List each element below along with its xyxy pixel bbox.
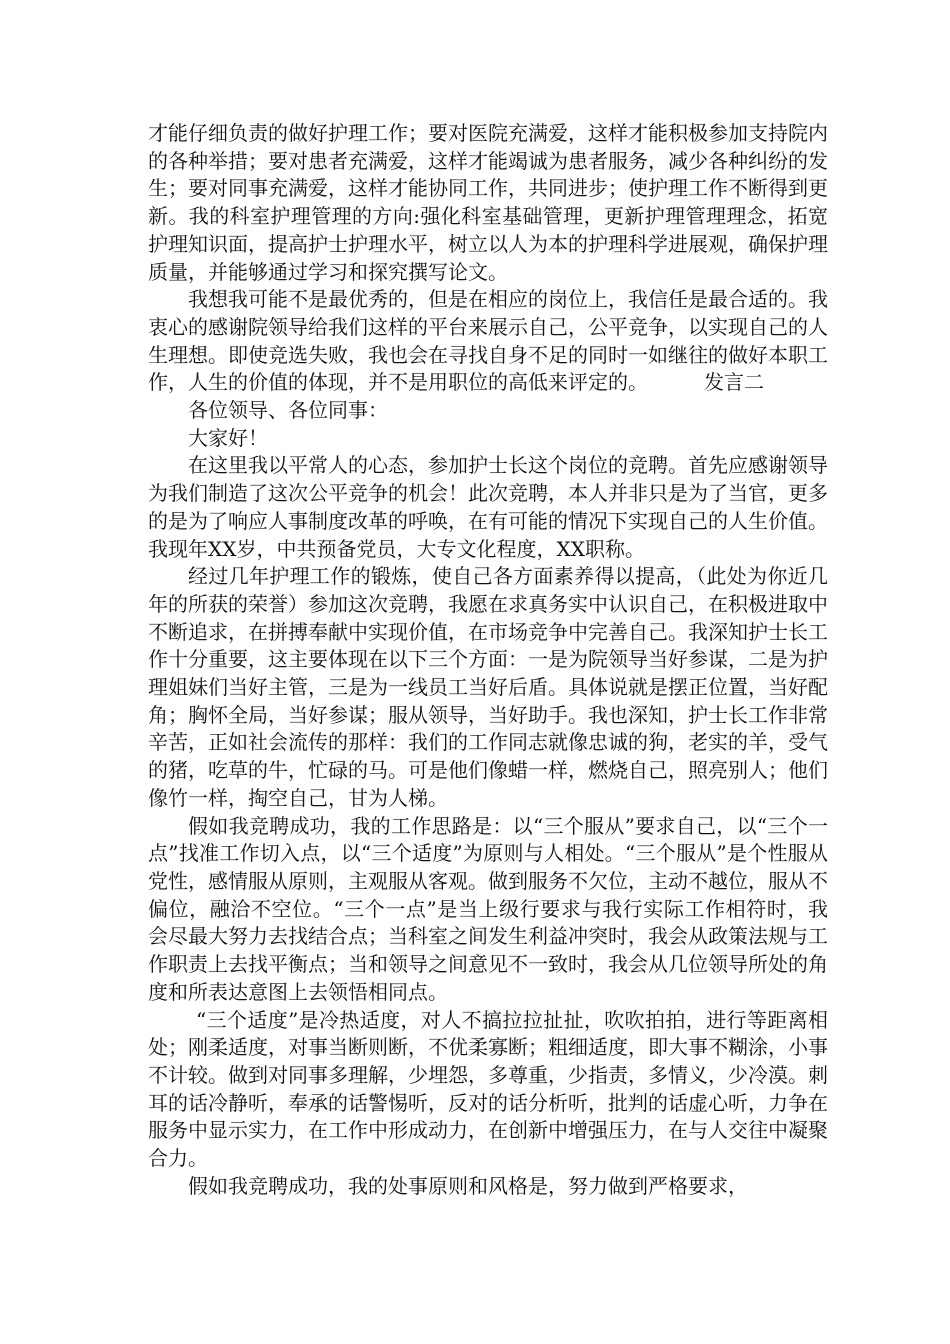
paragraph-5: 在这里我以平常人的心态，参加护士长这个岗位的竞聘。首先应感谢领导为我们制造了这次公平竞争的机会！此次竞聘，本人并非只是为了当官，更多的是为了响应人事制度改革的呼唤，在有可能的情况下实现自己的人生价值。我现年XX岁，中共预备党员，大专文化程度，XX职称。: [148, 453, 828, 561]
paragraph-6: 经过几年护理工作的锻炼，使自己各方面素养得以提高，（此处为你近几年的所获的荣誉）参加这次竞聘，我愿在求真务实中认识自己，在积极进取中不断追求，在拼搏奉献中实现价值，在市场竞争中完善自己。我深知护士长工作十分重要，这主要体现在以下三个方面：一是为院领导当好参谋，二是为护理姐妹们当好主管，三是为一线员工当好后盾。具体说就是摆正位置，当好配角；胸怀全局，当好参谋；服从领导，当好助手。我也深知，护士长工作非常辛苦，正如社会流传的那样：我们的工作同志就像忠诚的狗，老实的羊，受气的猪，吃草的牛，忙碌的马。可是他们像蜡一样，燃烧自己，照亮别人；他们像竹一样，掏空自己，甘为人梯。: [148, 564, 828, 810]
paragraph-9: 假如我竞聘成功，我的处事原则和风格是，努力做到严格要求，: [188, 1173, 748, 1198]
paragraph-2-text: 我想我可能不是最优秀的，但是在相应的岗位上，我信任是最合适的。我衷心的感谢院领导给我们这样的平台来展示自己，公平竞争，以实现自己的人生理想。即使竞选失败，我也会在寻找自身不足的同时一如继往的做好本职工作，人生的价值的体现，并不是用职位的高低来评定的。: [148, 287, 828, 395]
paragraph-1: 才能仔细负责的做好护理工作；要对医院充满爱，这样才能积极参加支持院内的各种举措；要对患者充满爱，这样才能竭诚为患者服务，减少各种纠纷的发生；要对同事充满爱，这样才能协同工作，共同进步；使护理工作不断得到更新。我的科室护理管理的方向:强化科室基础管理，更新护理管理理念，拓宽护理知识面，提高护士护理水平，树立以人为本的护理科学进展观，确保护理质量，并能够通过学习和探究撰写论文。: [148, 121, 828, 284]
paragraph-8: “三个适度”是冷热适度，对人不搞拉拉扯扯，吹吹拍拍，进行等距离相处；刚柔适度，对事当断则断，不优柔寡断；粗细适度，即大事不糊涂，小事不计较。做到对同事多理解，少埋怨，多尊重，少指责，多情义，少冷漠。刺耳的话冷静听，奉承的话警惕听，反对的话分析听，批判的话虚心听，力争在服务中显示实力，在工作中形成动力，在创新中增强压力，在与人交往中凝聚合力。: [148, 1007, 828, 1171]
greeting: 大家好！: [188, 425, 268, 450]
salutation: 各位领导、各位同事：: [188, 398, 388, 423]
paragraph-2: [148, 286, 828, 397]
paragraph-7: 假如我竞聘成功，我的工作思路是：以“三个服从”要求自己，以“三个一点”找准工作切入点，以“三个适度”为原则与人相处。“三个服从”是个性服从党性，感情服从原则，主观服从客观。做到服务不欠位，主动不越位，服从不偏位，融洽不空位。“三个一点”是当上级行要求与我行实际工作相符时，我会尽最大努力去找结合点；当科室之间发生利益冲突时，我会从政策法规与工作职责上去找平衡点；当和领导之间意见不一致时，我会从几位领导所处的角度和所表达意图上去领悟相同点。: [148, 813, 828, 1004]
document-body: [148, 120, 828, 1200]
section-heading-speech-two: 发言二: [704, 370, 764, 395]
